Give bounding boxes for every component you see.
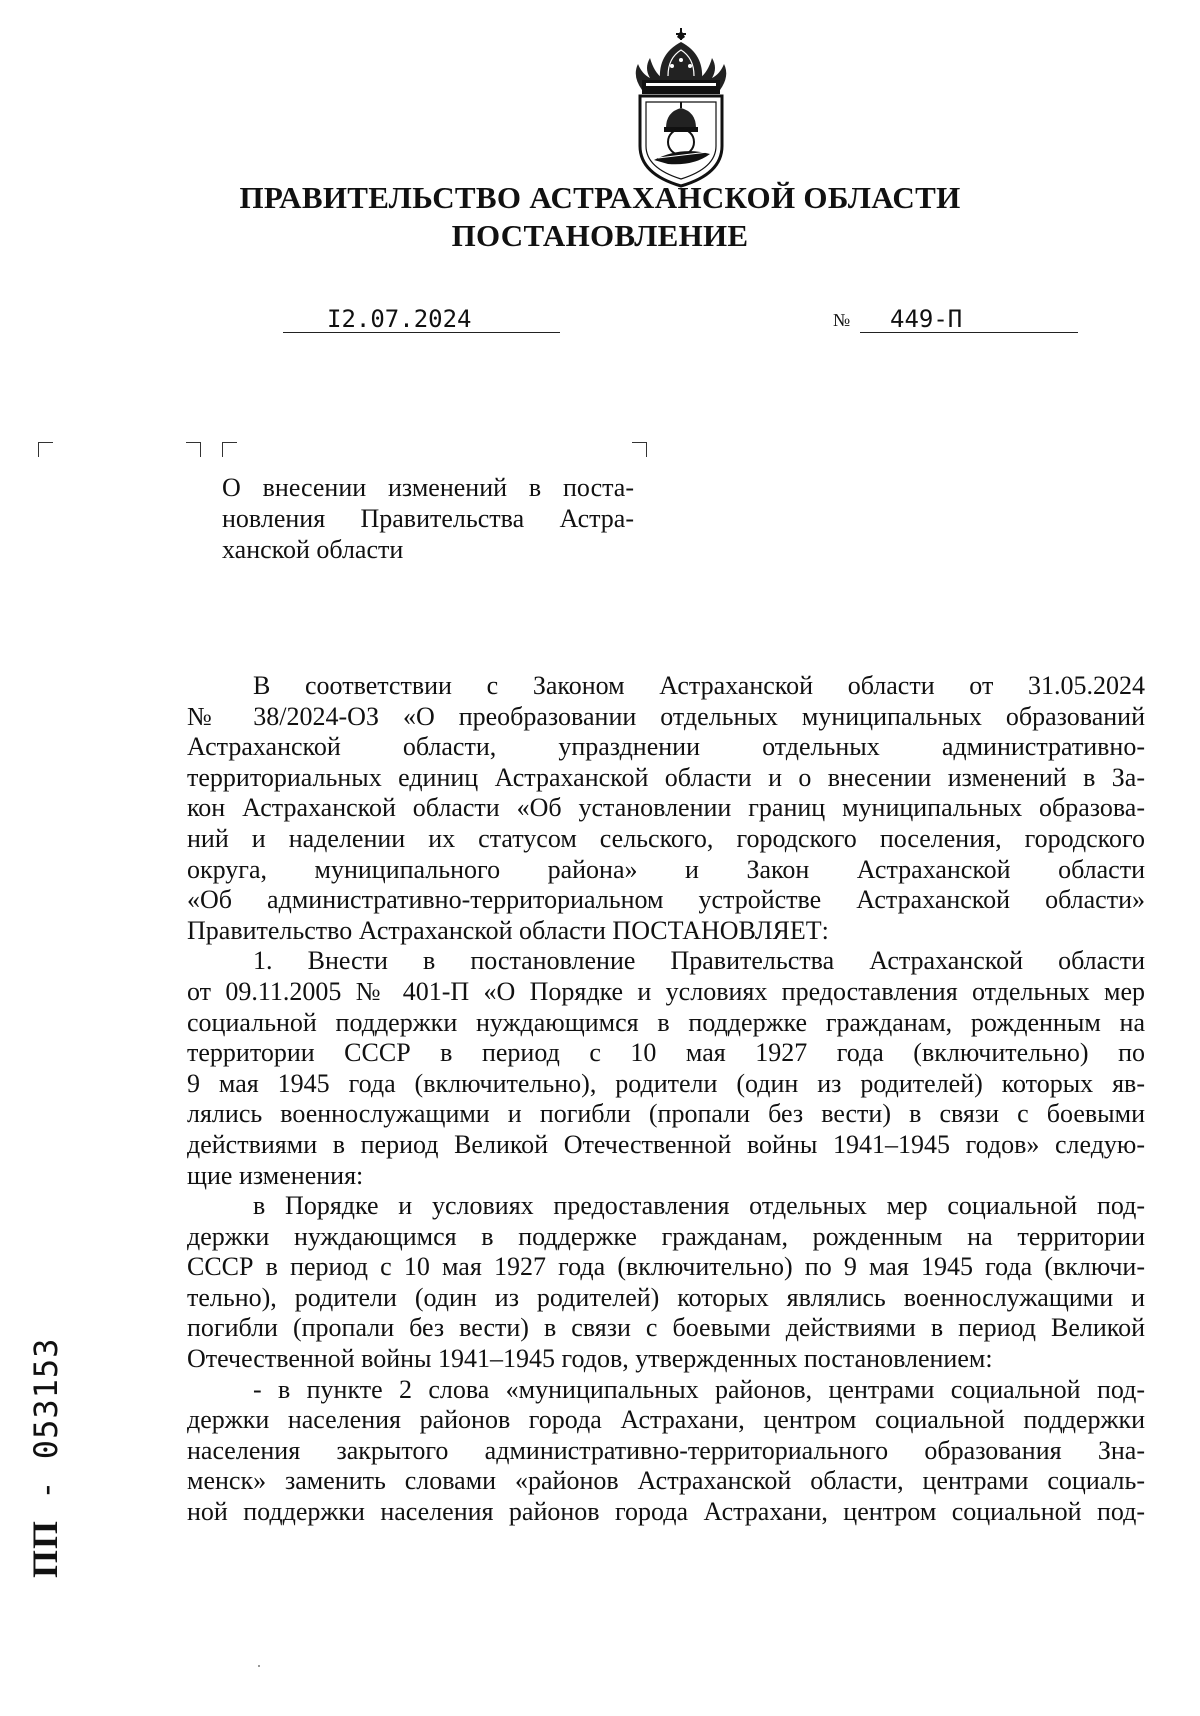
corner-mark-subject-start	[222, 442, 237, 457]
body-line: территории СССР в период с 10 мая 1927 года (включительно) по	[187, 1038, 1145, 1068]
body-line: тельно), родители (один из родителей) которых являлись военнослужащими и	[187, 1282, 1145, 1312]
document-subject	[222, 472, 634, 565]
scan-speck	[258, 1665, 260, 1667]
body-line: ний и наделении их статусом сельского, городского поселения, городского	[187, 823, 1145, 853]
subject-line: ханской области	[222, 535, 404, 564]
body-line: территориальных единиц Астраханской области и о внесении изменений в За-	[187, 762, 1145, 792]
body-line: от 09.11.2005 № 401-П «О Порядке и условиях предоставления отдельных мер	[187, 976, 1145, 1006]
subject-line: новления Правительства Астра-	[222, 504, 634, 533]
body-line: округа, муниципального района» и Закон Астраханской области	[187, 854, 1145, 884]
body-line: Отечественной войны 1941–1945 годов, утвержденных постановлением:	[187, 1344, 993, 1374]
body-line: - в пункте 2 слова «муниципальных районов, центрами социальной под-	[253, 1374, 1145, 1404]
body-line: ной поддержки населения районов города Астрахани, центром социальной под-	[187, 1497, 1145, 1527]
body-line: кон Астраханской области «Об установлении границ муниципальных образова-	[187, 793, 1145, 823]
serial-stamp	[24, 1338, 66, 1578]
document-number: 449-П	[890, 305, 963, 333]
body-line: держки населения районов города Астрахани, центром социальной поддержки	[187, 1405, 1145, 1435]
body-line: «Об административно-территориальном устройстве Астраханской области»	[187, 885, 1145, 915]
government-title: ПРАВИТЕЛЬСТВО АСТРАХАНСКОЙ ОБЛАСТИ	[239, 180, 961, 215]
body-line: В соответствии с Законом Астраханской области от 31.05.2024	[253, 671, 1145, 700]
corner-mark-left-end	[186, 442, 201, 457]
body-line: держки нуждающимся в поддержке гражданам, рожденным на территории	[187, 1221, 1145, 1251]
coat-of-arms-emblem	[628, 28, 734, 188]
body-line: 9 мая 1945 года (включительно), родители (один из родителей) которых яв-	[187, 1068, 1145, 1098]
body-line: СССР в период с 10 мая 1927 года (включительно) по 9 мая 1945 года (включи-	[187, 1252, 1145, 1282]
body-line: менск» заменить словами «районов Астраханской области, центрами социаль-	[187, 1466, 1145, 1496]
number-field	[860, 302, 1078, 333]
body-line: в Порядке и условиях предоставления отдельных мер социальной под-	[253, 1191, 1145, 1221]
stamp-code: - 053153	[27, 1337, 65, 1520]
corner-mark-left	[38, 442, 53, 457]
date-field	[283, 302, 560, 333]
stamp-series: ПП	[25, 1519, 65, 1578]
body-line: населения закрытого административно-территориального образования Зна-	[187, 1435, 1145, 1465]
body-line: 1. Внести в постановление Правительства Астраханской области	[253, 946, 1145, 976]
document-date: I2.07.2024	[327, 305, 472, 333]
body-line: лялись военнослужащими и погибли (пропали без вести) в связи с боевыми	[187, 1099, 1145, 1129]
body-line: щие изменения:	[187, 1160, 364, 1190]
body-line: социальной поддержки нуждающимся в поддержке гражданам, рожденным на	[187, 1007, 1145, 1037]
subject-line: О внесении изменений в поста-	[222, 473, 634, 502]
body-line: Правительство Астраханской области ПОСТАНОВЛЯЕТ:	[187, 915, 829, 945]
corner-mark-subject-end	[632, 442, 647, 457]
document-body	[187, 671, 1145, 1528]
body-line: действиями в период Великой Отечественной войны 1941–1945 годов» следую-	[187, 1129, 1145, 1159]
body-line: № 38/2024-ОЗ «О преобразовании отдельных муниципальных образований	[187, 701, 1145, 731]
body-line: Астраханской области, упразднении отдельных административно-	[187, 732, 1145, 762]
number-sign: №	[833, 310, 851, 330]
document-type-title: ПОСТАНОВЛЕНИЕ	[451, 218, 749, 253]
body-line: погибли (пропали без вести) в связи с боевыми действиями в период Великой	[187, 1313, 1145, 1343]
